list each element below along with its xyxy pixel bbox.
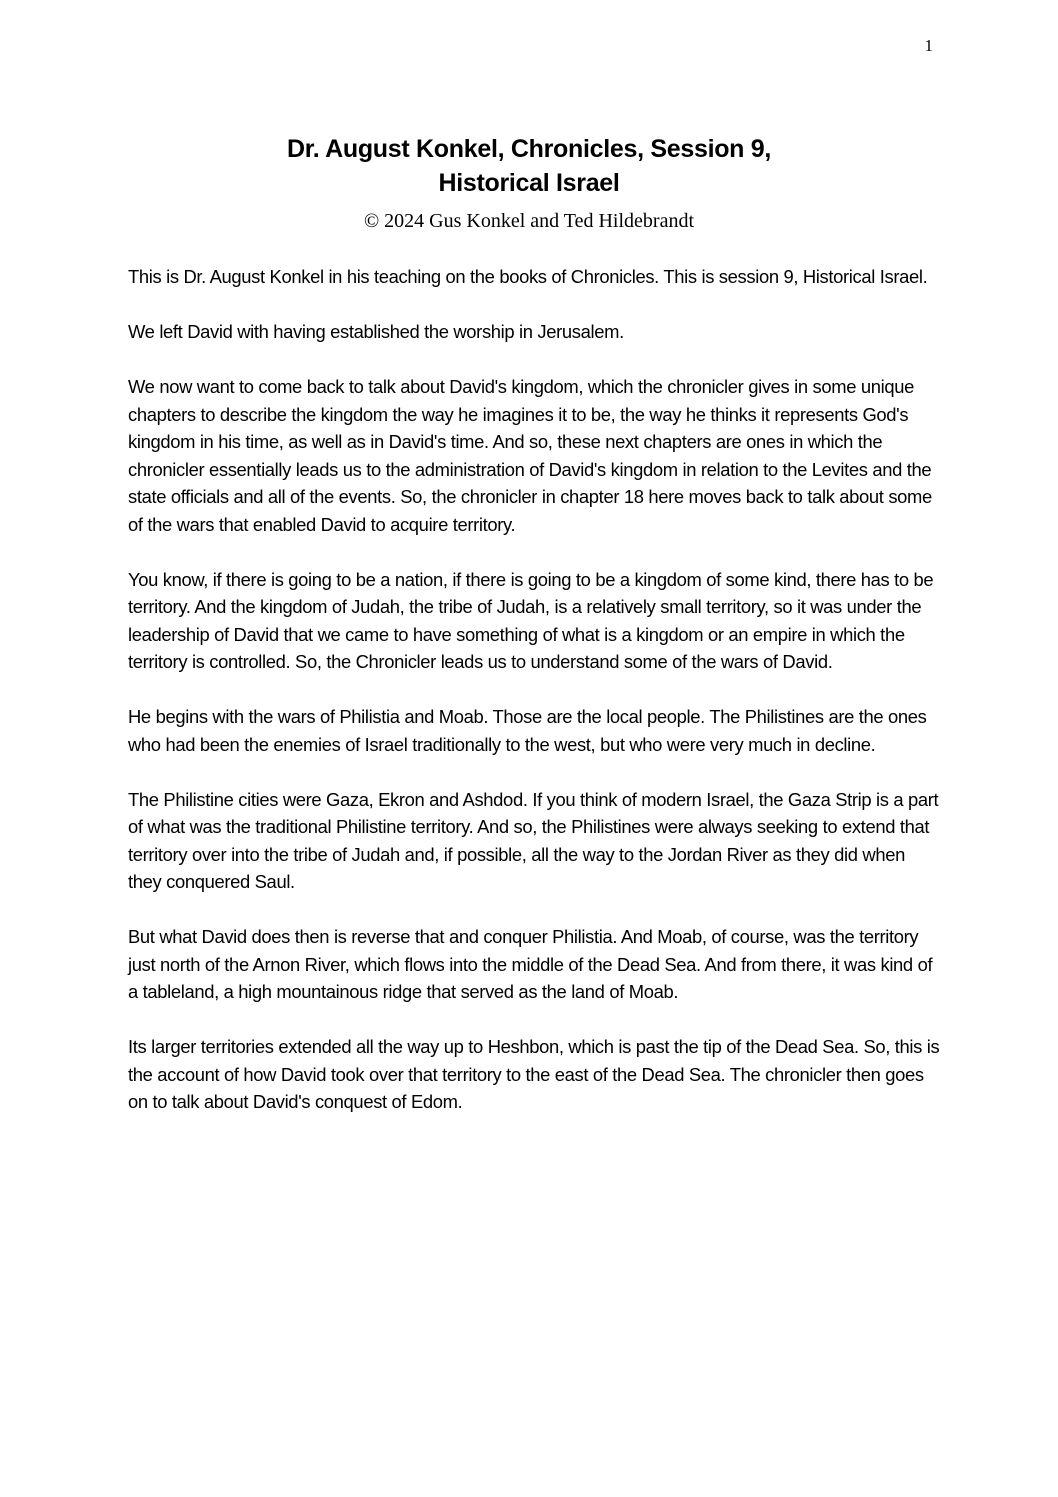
paragraph: This is Dr. August Konkel in his teaching on the books of Chronicles. This is session 9, Historical Israel. [128,266,928,287]
paragraph: The Philistine cities were Gaza, Ekron and Ashdod. If you think of modern Israel, the Gaza Strip is a part of what was the traditional Philistine territory. And so, the Philistines were always seeking to extend that territory over into the tribe of Judah and, if possible, all the way to the Jordan River as they did when they conquered Saul. [128,788,939,892]
copyright-notice: © 2024 Gus Konkel and Ted Hildebrandt [363,210,695,232]
paragraph: But what David does then is reverse that and conquer Philistia. And Moab, of course, was the territory just north of the Arnon River, which flows into the middle of the Dead Sea. And from there, it was kind of a tableland, a high mountainous ridge that served as the land of Moab. [128,926,933,1002]
title-line-1: Dr. August Konkel, Chronicles, Session 9, [286,135,772,163]
document-body [128,263,943,1143]
page-number: 1 [924,36,933,55]
paragraph: We left David with having established the worship in Jerusalem. [128,321,624,342]
title-line-2: Historical Israel [438,169,620,197]
paragraph: We now want to come back to talk about David's kingdom, which the chronicler gives in some unique chapters to describe the kingdom the way he imagines it to be, the way he thinks it represents God's kingdom in his time, as well as in David's time. And so, these next chapters are ones in which the chronicler essentially leads us to the administration of David's kingdom in relation to the Levites and the state officials and all of the events. So, the chronicler in chapter 18 here moves back to talk about some of the wars that enabled David to acquire territory. [128,376,932,535]
paragraph: Its larger territories extended all the way up to Heshbon, which is past the tip of the Dead Sea. So, this is the account of how David took over that territory to the east of the Dead Sea. The chronicler then goes on to talk about David's conquest of Edom. [128,1036,940,1112]
paragraph: You know, if there is going to be a nation, if there is going to be a kingdom of some kind, there has to be territory. And the kingdom of Judah, the tribe of Judah, is a relatively small territory, so it was under the leadership of David that we came to have something of what is a kingdom or an empire in which the territory is controlled. So, the Chronicler leads us to understand some of the wars of David. [128,568,934,672]
document-title [0,132,1058,200]
paragraph: He begins with the wars of Philistia and Moab. Those are the local people. The Philistines are the ones who had been the enemies of Israel traditionally to the west, but who were very much in decline. [128,706,927,755]
